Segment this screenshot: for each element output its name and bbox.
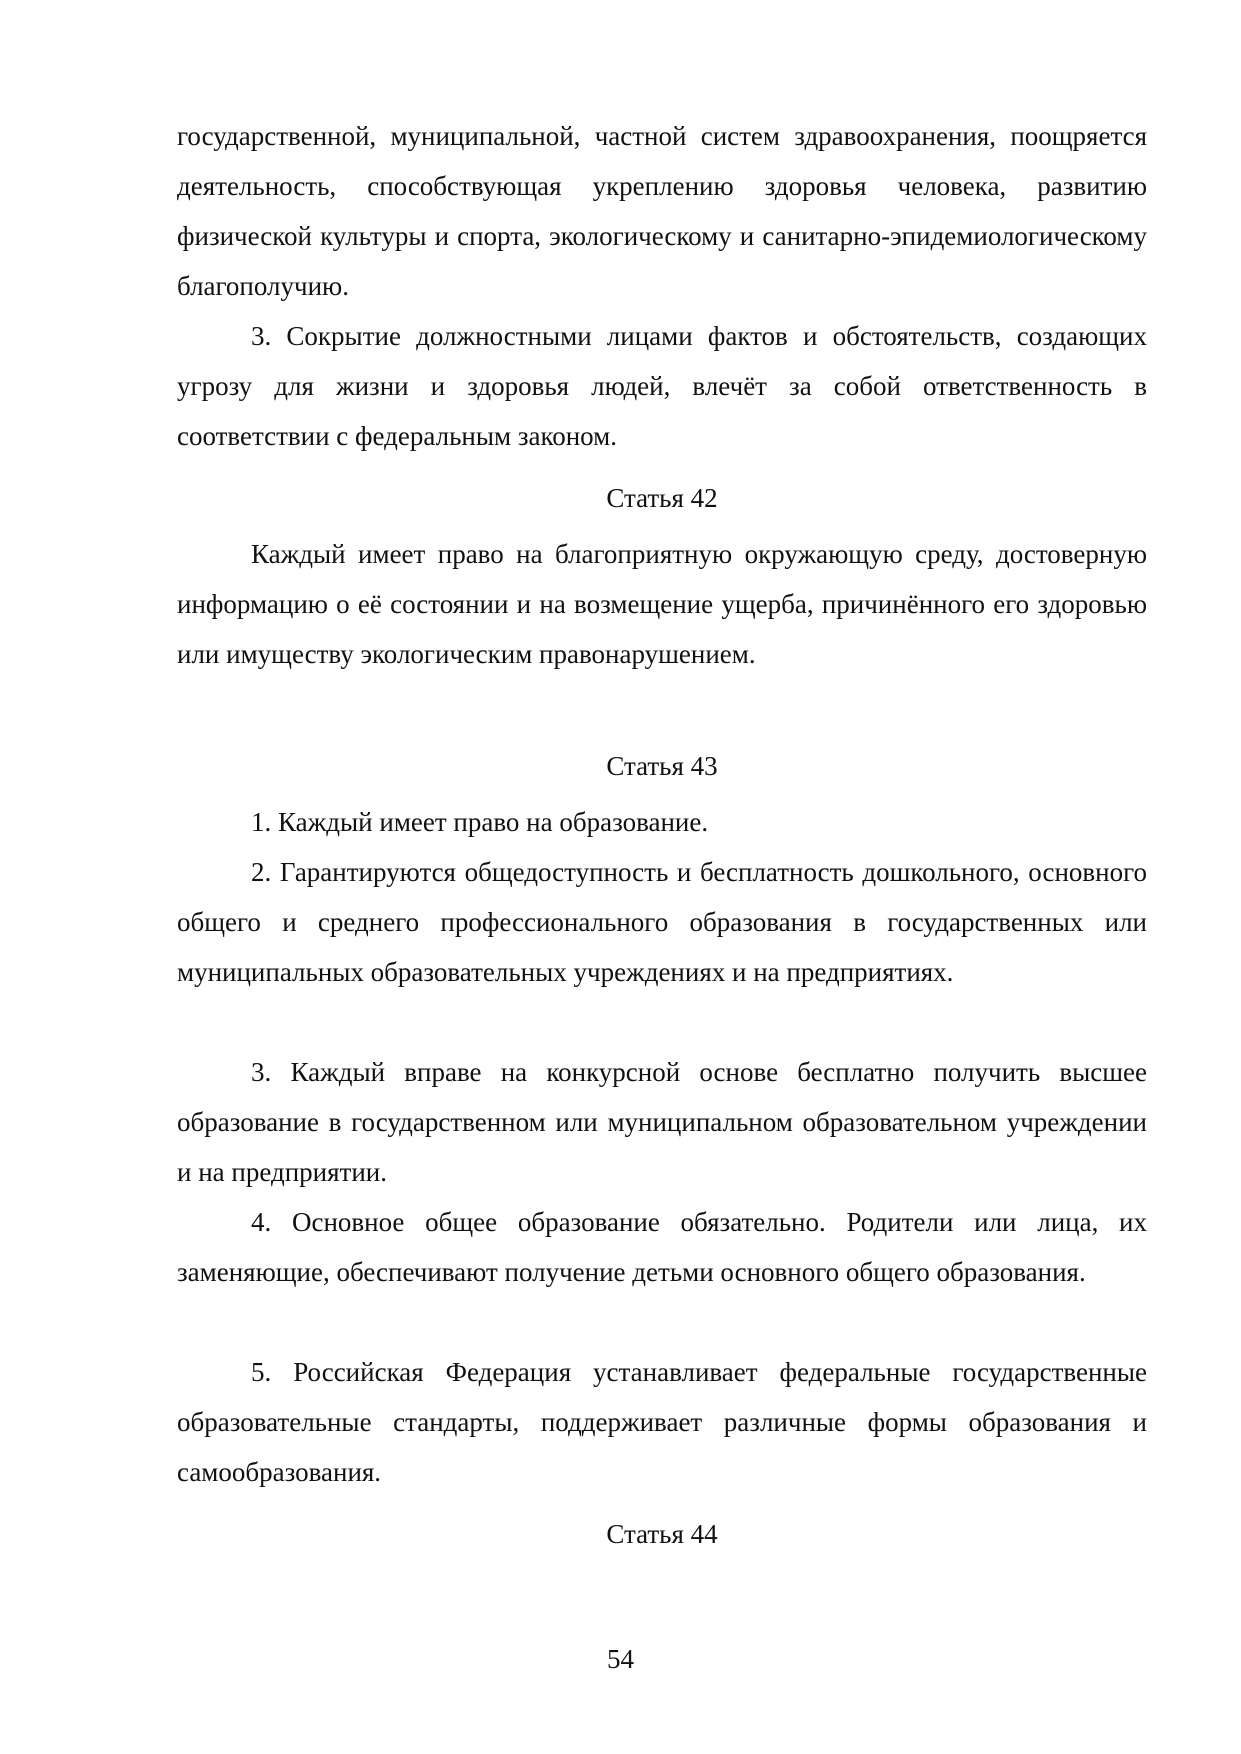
paragraph-article-43-item-2: 2. Гарантируются общедоступность и бесплатность дошкольного, основного общего и среднего профессионального образования в государственных или муниципальных образовательных учреждениях и на предприятиях. <box>177 857 1147 987</box>
paragraph-article-41-item-3: 3. Сокрытие должностными лицами фактов и обстоятельств, создающих угрозу для жизни и здоровья людей, влечёт за собой ответственность в соответствии с федеральным законом. <box>177 321 1147 451</box>
paragraph-healthcare-continuation: государственной, муниципальной, частной систем здравоохранения, поощряется деятельность, способствующая укреплению здоровья человека, развитию физической культуры и спорта, экологическому и санитарно-эпидемиологическому благополучию. <box>177 121 1147 301</box>
heading-article-43: Статья 43 <box>606 751 718 781</box>
heading-article-42: Статья 42 <box>606 483 718 513</box>
paragraph-article-43-item-5: 5. Российская Федерация устанавливает федеральные государственные образовательные стандарты, поддерживает различные формы образования и самообразования. <box>177 1357 1147 1487</box>
page-number: 54 <box>607 1644 634 1674</box>
paragraph-article-42: Каждый имеет право на благоприятную окружающую среду, достоверную информацию о её состоянии и на возмещение ущерба, причинённого его здоровью или имуществу экологическим правонарушением. <box>177 539 1147 669</box>
paragraph-article-43-item-3: 3. Каждый вправе на конкурсной основе бесплатно получить высшее образование в государственном или муниципальном образовательном учреждении и на предприятии. <box>177 1057 1147 1187</box>
heading-article-44: Статья 44 <box>606 1519 718 1549</box>
paragraph-article-43-item-1: 1. Каждый имеет право на образование. <box>251 807 709 837</box>
paragraph-article-43-item-4: 4. Основное общее образование обязательно. Родители или лица, их заменяющие, обеспечивают получение детьми основного общего образования. <box>177 1207 1147 1287</box>
